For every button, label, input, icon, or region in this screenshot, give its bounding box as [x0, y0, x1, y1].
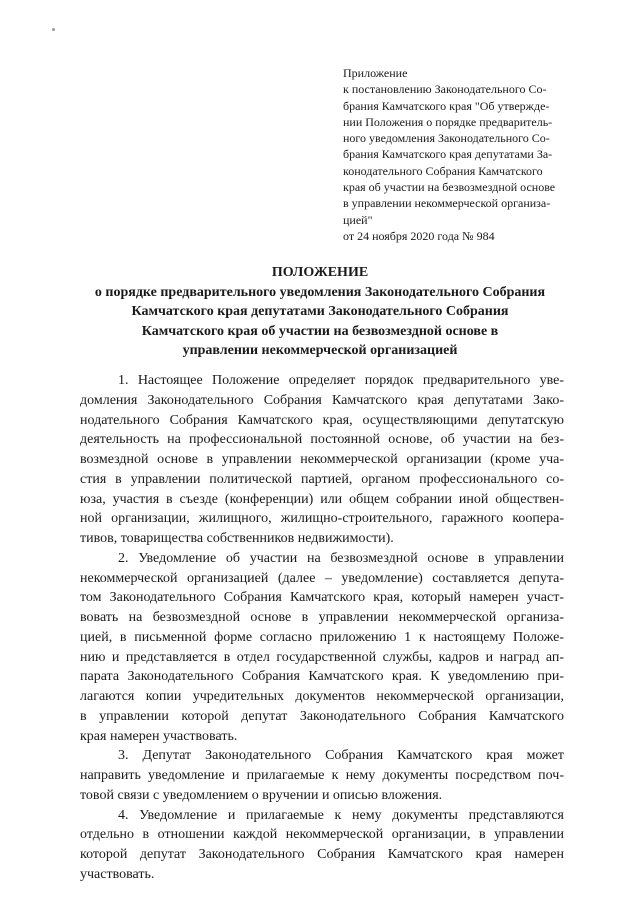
- title-line: управлении некоммерческой организацией: [182, 343, 458, 358]
- paragraph-line: 3. Депутат Законодательного Собрания Камчатского края может: [118, 748, 564, 764]
- paragraph-line: в управлении которой депутат Законодательного Собрания Камчатского: [80, 708, 564, 724]
- paragraph-line: нию и представляется в отдел государственной службы, кадров и наград ап-: [80, 649, 564, 665]
- paragraph-line: ной организации, жилищного, жилищно-строительного, гаражного коопера-: [80, 511, 564, 527]
- paragraph-line: края намерен участвовать.: [80, 728, 238, 744]
- scan-speck: [52, 28, 55, 31]
- paragraph-line: 1. Настоящее Положение определяет порядок предварительного уве-: [118, 373, 564, 388]
- paragraph-line: нодательного Собрания Камчатского края, осуществляющими депутатскую: [80, 412, 564, 428]
- paragraph-line: стия в управлении политической партией, органом профессионального со-: [80, 471, 564, 487]
- paragraph-3: [80, 746, 564, 805]
- appendix-line: конодательного Собрания Камчатского: [343, 163, 543, 178]
- paragraph-line: некоммерческой организацией (далее – уведомление) составляется депута-: [80, 570, 564, 586]
- title-line: Камчатского края депутатами Законодательного Собрания: [131, 304, 509, 319]
- appendix-line: цией": [343, 212, 373, 227]
- document-title: [60, 263, 580, 361]
- paragraph-line: лагаются копии учредительных документов некоммерческой организации,: [80, 689, 564, 704]
- paragraph-line: которой депутат Законодательного Собрания Камчатского края намерен: [80, 847, 564, 862]
- paragraph-1: [80, 371, 564, 549]
- appendix-line: в управлении некоммерческой организа-: [343, 196, 551, 211]
- appendix-line: от 24 ноября 2020 года № 984: [343, 228, 495, 243]
- paragraph-line: 2. Уведомление об участии на безвозмездной основе в управлении: [118, 550, 564, 566]
- paragraph-line: домления Законодательного Собрания Камчатского края депутатами Зако-: [80, 392, 564, 408]
- appendix-header: [343, 65, 573, 244]
- paragraph-line: тивов, товарищества собственников недвижимости).: [80, 531, 394, 546]
- title-line: о порядке предварительного уведомления Законодательного Собрания: [94, 284, 546, 300]
- paragraph-line: вовать на безвозмездной основе в управлении некоммерческой организа-: [80, 610, 564, 625]
- appendix-line: брания Камчатского края депутатами За-: [343, 147, 553, 162]
- paragraph-line: цией, в письменной форме согласно приложению 1 к настоящему Положе-: [80, 629, 564, 645]
- paragraph-line: возмездной основе в управлении некоммерческой организации (кроме уча-: [80, 452, 564, 467]
- appendix-line: брания Камчатского края "Об утвержде-: [343, 98, 550, 113]
- document-body: [80, 371, 564, 885]
- paragraph-line: отдельно в отношении каждой некоммерческой организации, в управлении: [80, 827, 564, 843]
- paragraph-4: [80, 806, 564, 885]
- appendix-line: Приложение: [343, 66, 408, 80]
- appendix-line: нии Положения о порядке предваритель-: [343, 114, 553, 129]
- paragraph-line: участвовать.: [80, 866, 155, 882]
- paragraph-line: юза, участия в съезде (конференции) или общем собрании иной обществен-: [80, 491, 564, 507]
- paragraph-line: парата Законодательного Собрания Камчатского края. К уведомлению при-: [80, 669, 564, 685]
- paragraph-line: направить уведомление и прилагаемые к нему документы посредством поч-: [80, 768, 564, 783]
- appendix-line: ного уведомления Законодательного Со-: [343, 131, 550, 146]
- title-heading: ПОЛОЖЕНИЕ: [271, 265, 369, 280]
- paragraph-line: товой связи с уведомлением о вручении и описью вложения.: [80, 787, 443, 803]
- appendix-line: к постановлению Законодательного Со-: [343, 82, 547, 97]
- paragraph-2: [80, 549, 564, 747]
- title-line: Камчатского края об участии на безвозмездной основе в: [141, 323, 499, 339]
- paragraph-line: 4. Уведомление и прилагаемые к нему документы представляются: [118, 807, 564, 823]
- paragraph-line: деятельность на профессиональной постоянной основе, об участии на без-: [80, 432, 564, 448]
- appendix-line: края об участии на безвозмездной основе: [343, 180, 556, 195]
- paragraph-line: том Законодательного Собрания Камчатского края, который намерен участ-: [80, 590, 564, 606]
